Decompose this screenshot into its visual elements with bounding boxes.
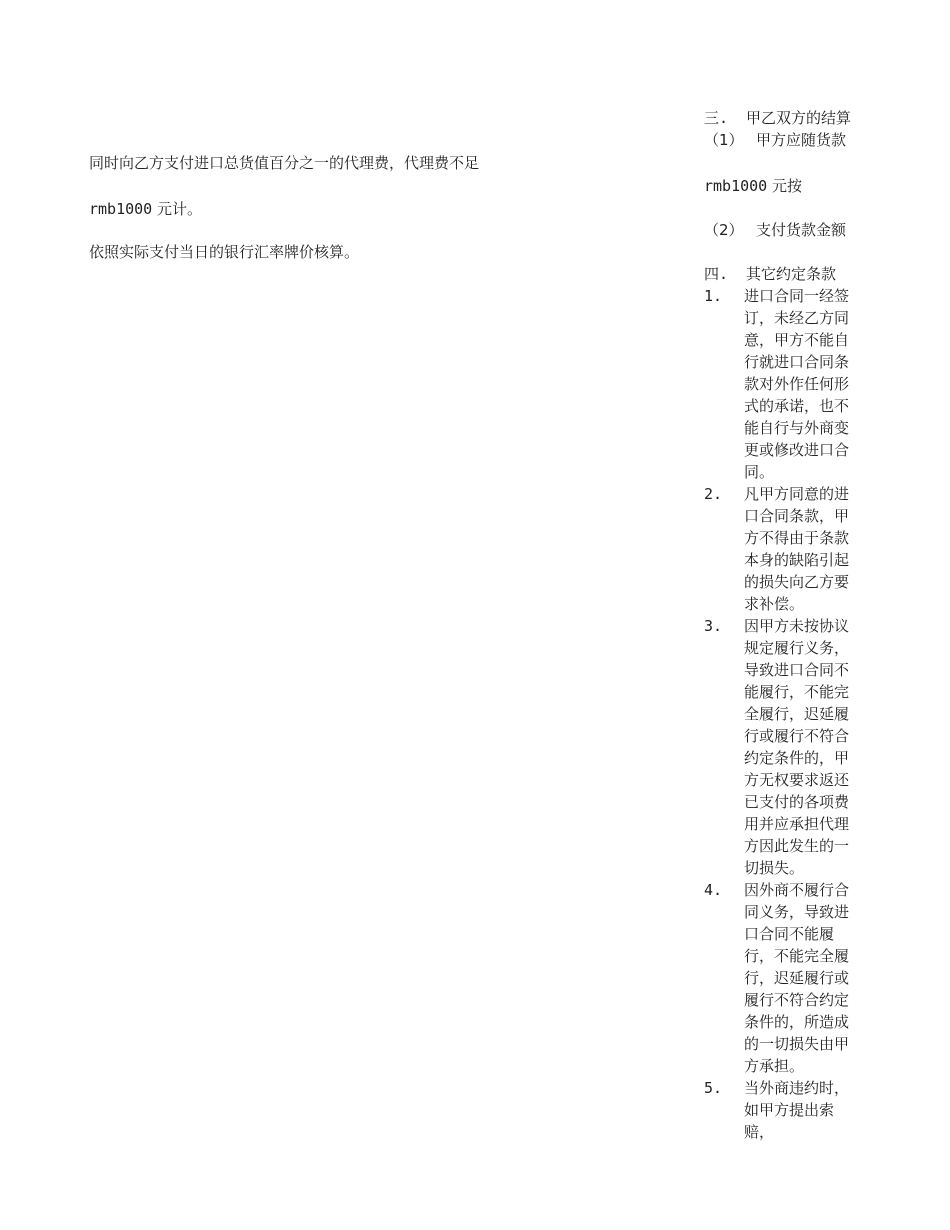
subsection-number: （1） [704,131,744,149]
paragraph-exchange-rate: 依照实际支付当日的银行汇率牌价核算。 [89,243,360,261]
amount-text: rmb1000 [704,177,768,195]
section-heading-other-terms [704,263,836,285]
list-item [704,1077,874,1143]
amount-text: rmb1000 [89,200,153,218]
subsection-2 [704,219,846,241]
item-text: 因外商不履行合同义务，导致进口合同不能履行，不能完全履行，迟延履行或履行不符合约定条件的，所造成的一切损失由甲方承担。 [744,881,850,1075]
item-text: 因甲方未按协议规定履行义务，导致进口合同不能履行，不能完全履行，迟延履行或履行不符合约定条件的，甲方无权要求返还已支付的各项费用并应承担代理方因此发生的一切损失。 [744,617,850,877]
subsection-1-continued [704,175,802,197]
subsection-1 [704,129,846,151]
list-item [704,879,874,1077]
item-text: 凡甲方同意的进口合同条款，甲方不得由于条款本身的缺陷引起的损失向乙方要求补偿。 [744,485,850,613]
subsection-text-rest: 元按 [772,177,803,195]
section-heading-settlement [704,107,851,129]
item-number: 5. [704,1079,723,1097]
section-number: 四. [704,265,729,283]
item-text: 进口合同一经签订，未经乙方同意，甲方不能自行就进口合同条款对外作任何形式的承诺，也不能自行与外商变更或修改进口合同。 [744,287,850,481]
subsection-text: 支付货款金额 [756,221,847,239]
subsection-number: （2） [704,221,744,239]
list-item [704,285,874,483]
section-title: 其它约定条款 [746,265,837,283]
section-number: 三. [704,109,729,127]
item-number: 4. [704,881,723,899]
paragraph-minimum-fee-rest: 元计。 [157,200,203,218]
list-item [704,615,874,879]
list-item [704,483,874,615]
paragraph-minimum-fee [89,198,202,220]
item-text: 当外商违约时，如甲方提出索赔， [744,1079,850,1141]
paragraph-agency-fee: 同时向乙方支付进口总货值百分之一的代理费，代理费不足 [89,154,480,172]
item-number: 3. [704,617,723,635]
section-title: 甲乙双方的结算 [746,109,852,127]
item-number: 1. [704,287,723,305]
terms-list [704,285,874,1143]
item-number: 2. [704,485,723,503]
subsection-text: 甲方应随货款 [756,131,847,149]
